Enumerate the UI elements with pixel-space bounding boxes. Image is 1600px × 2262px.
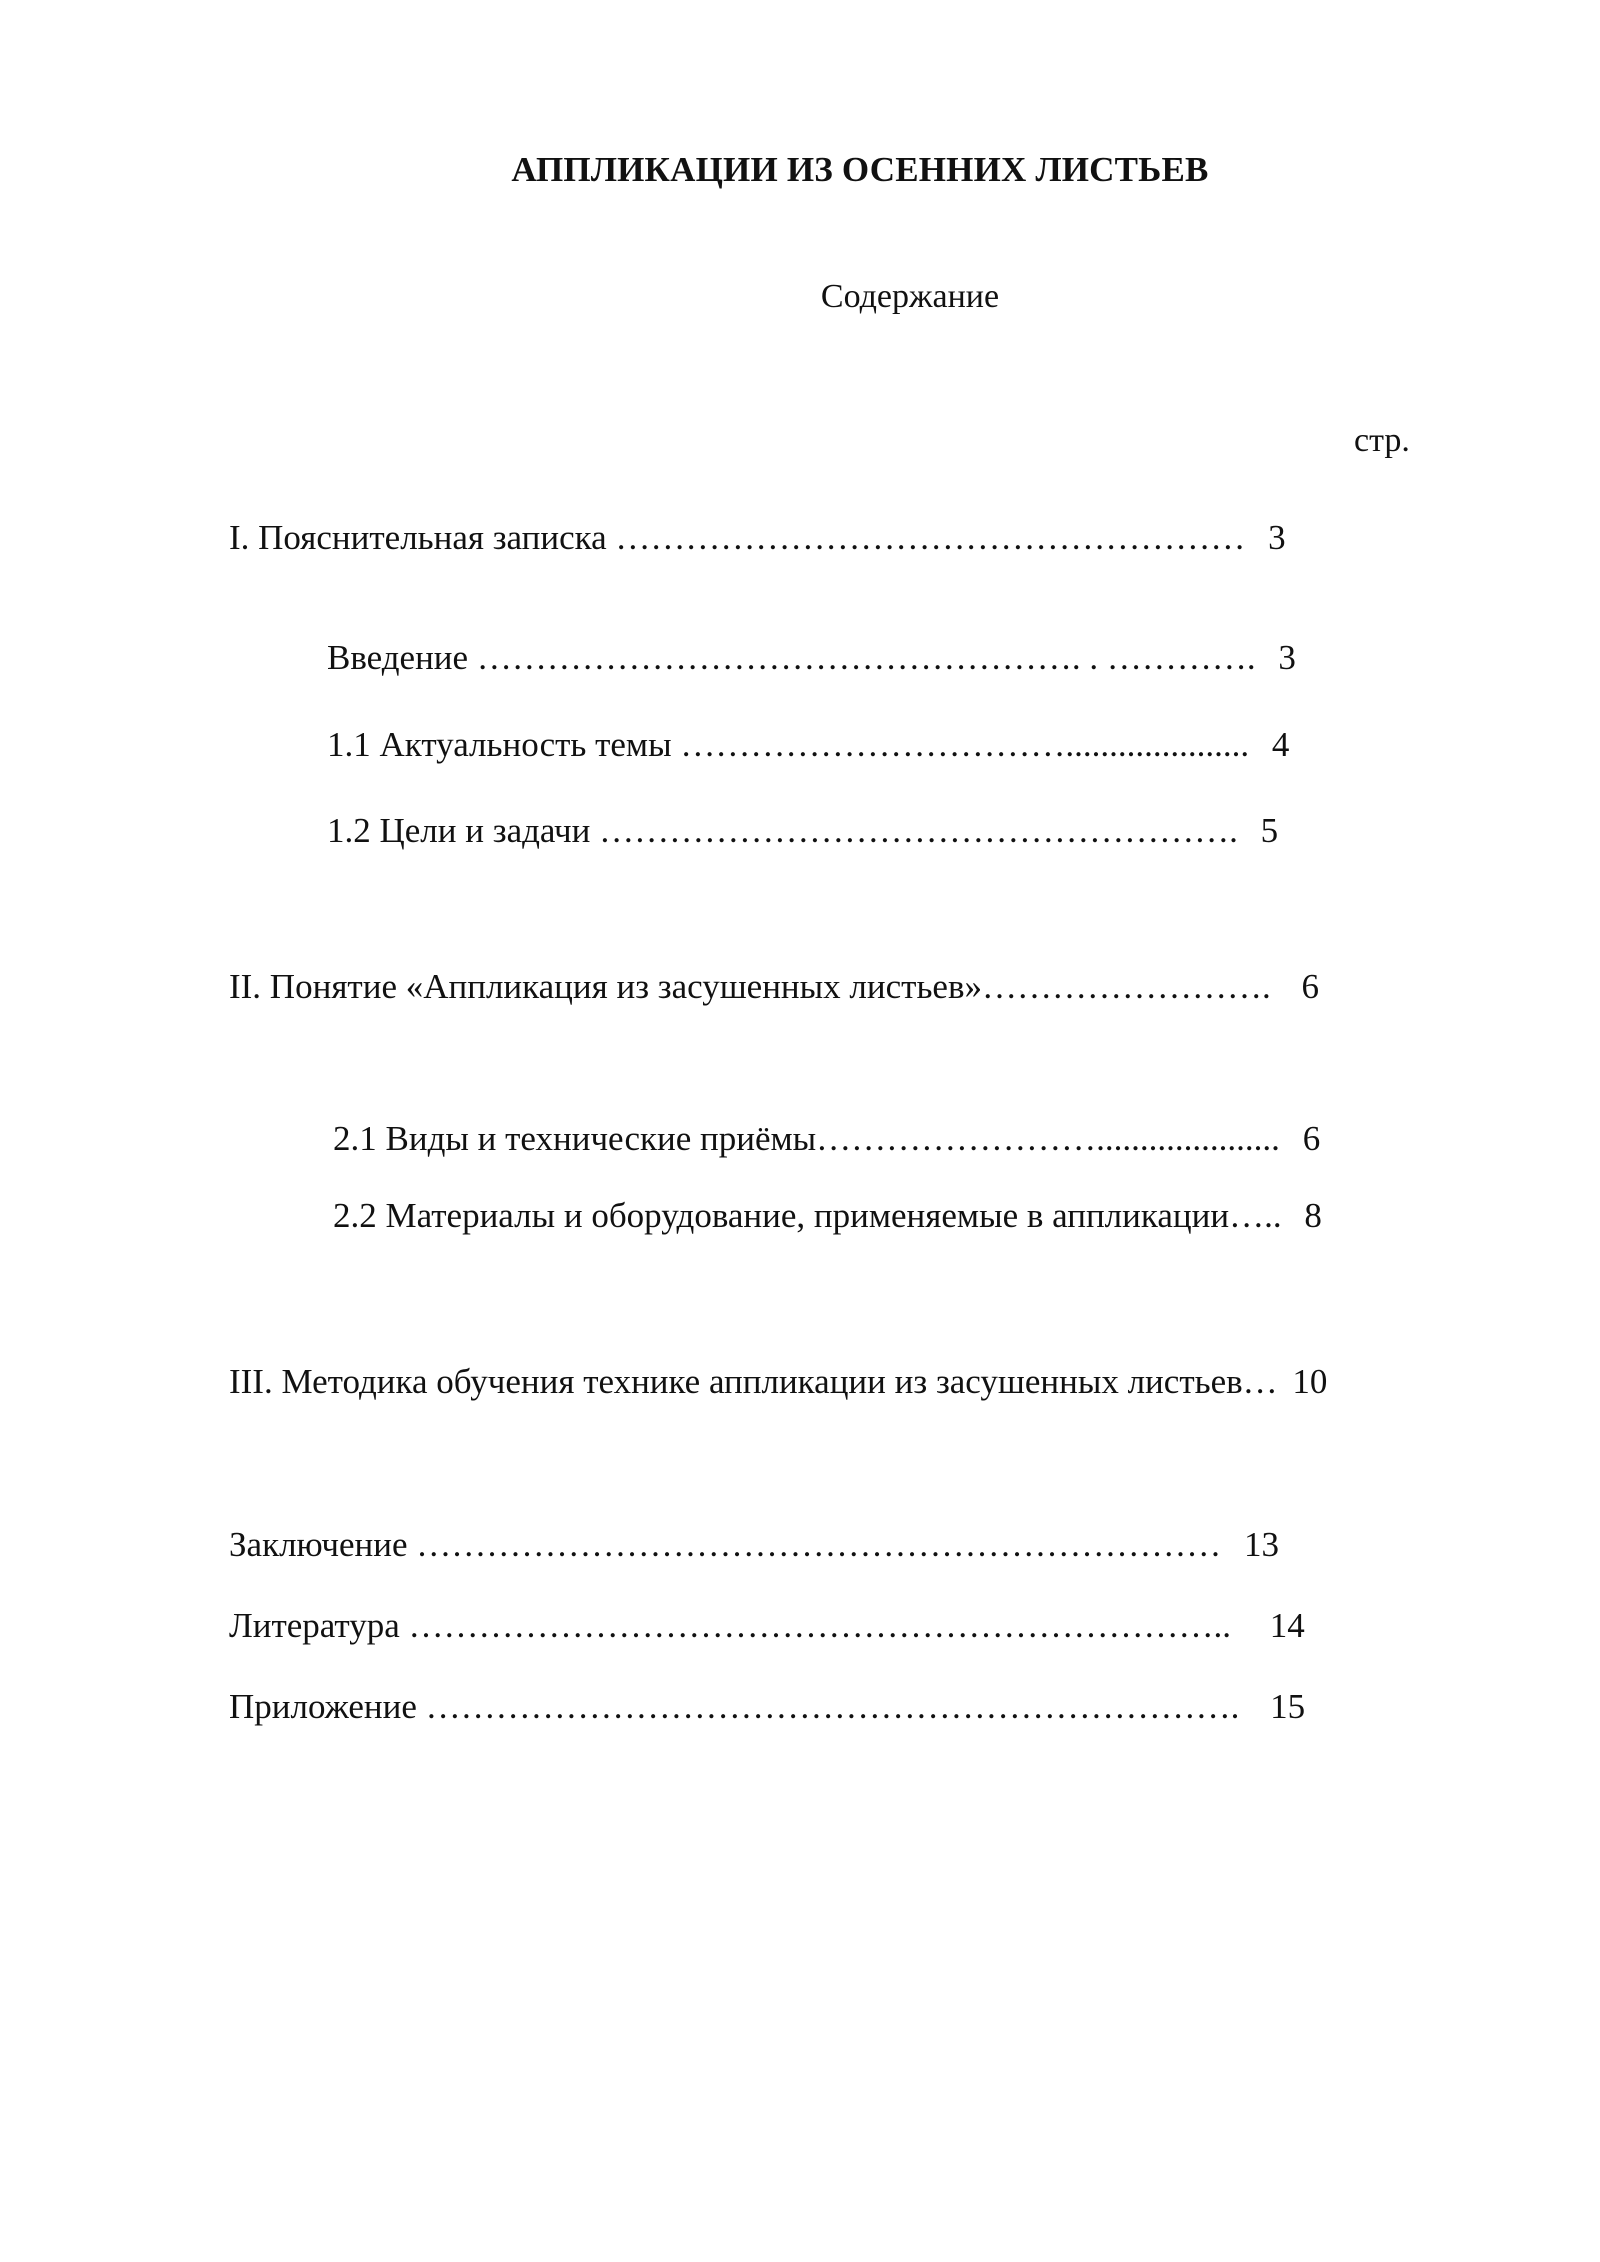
toc-entry-concept (229, 966, 1319, 1008)
toc-entry-page: 6 (1302, 1119, 1321, 1158)
toc-entry-introduction (327, 637, 1296, 679)
toc-entry-explanatory-note (229, 517, 1286, 559)
page-column-label: стр. (1354, 422, 1410, 459)
toc-entry-text: I. Пояснительная записка ……………………………………………… (229, 518, 1246, 557)
toc-entry-text: 1.1 Актуальность темы ……………………………..................... (327, 725, 1250, 764)
toc-entry-page: 6 (1301, 967, 1319, 1006)
toc-entry-literature (229, 1605, 1305, 1647)
toc-entry-text: III. Методика обучения технике аппликации из засушенных листьев… (229, 1362, 1278, 1401)
toc-entry-relevance (327, 724, 1289, 766)
toc-entry-page: 3 (1268, 518, 1286, 557)
toc-entry-page: 8 (1304, 1196, 1322, 1235)
toc-entry-page: 3 (1278, 638, 1296, 677)
toc-entry-page: 14 (1269, 1606, 1305, 1645)
toc-entry-page: 13 (1244, 1525, 1279, 1564)
toc-entry-page: 4 (1271, 725, 1290, 764)
toc-entry-text: 2.2 Материалы и оборудование, применяемые в аппликации….. (333, 1196, 1282, 1235)
toc-entry-text: Введение ……………………………………………. . …………. (327, 638, 1256, 677)
toc-entry-page: 10 (1292, 1362, 1328, 1401)
toc-entry-text: Литература …………………………………………………………….. (229, 1606, 1232, 1645)
toc-entry-materials (333, 1195, 1322, 1237)
toc-entry-text: II. Понятие «Аппликация из засушенных листьев»……………………. (229, 967, 1271, 1006)
toc-entry-page: 15 (1270, 1687, 1306, 1726)
toc-entry-appendix (229, 1686, 1305, 1728)
toc-entry-methodology (229, 1361, 1327, 1403)
toc-entry-text: Приложение ……………………………………………………………. (229, 1687, 1240, 1726)
toc-entry-text: 1.2 Цели и задачи ………………………………………………. (327, 811, 1238, 850)
contents-heading: Содержание (820, 278, 1000, 315)
document-title: АППЛИКАЦИИ ИЗ ОСЕННИХ ЛИСТЬЕВ (511, 150, 1209, 189)
toc-entry-text: 2.1 Виды и технические приёмы……………………..................... (333, 1119, 1280, 1158)
toc-entry-types-techniques (333, 1118, 1320, 1160)
toc-entry-conclusion (229, 1524, 1279, 1566)
toc-entry-page: 5 (1260, 811, 1279, 850)
toc-entry-goals (327, 810, 1278, 852)
toc-entry-text: Заключение …………………………………………………………… (229, 1525, 1222, 1564)
